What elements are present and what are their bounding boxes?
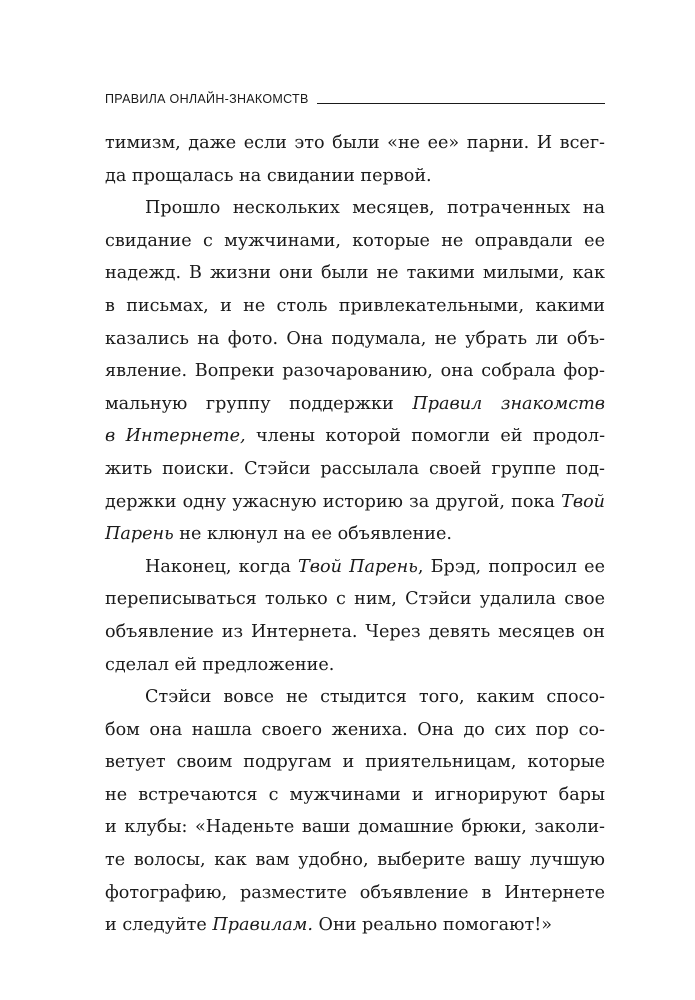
text-run: явление. Вопреки разочарованию, она собрала фор-	[105, 361, 605, 382]
running-header	[105, 92, 605, 106]
text-line	[105, 844, 605, 877]
text-line	[105, 127, 605, 160]
text-run: Стэйси вовсе не стыдится того, каким спосо-	[145, 687, 605, 708]
text-run: жить поиски. Стэйси рассылала своей группе под-	[105, 458, 605, 479]
text-line	[105, 746, 605, 779]
text-run: да прощалась на свидании первой.	[105, 165, 432, 186]
header-title: ПРАВИЛА ОНЛАЙН-ЗНАКОМСТВ	[105, 92, 309, 106]
text-line	[105, 779, 605, 812]
text-run: не клюнул на ее объявление.	[173, 524, 453, 545]
text-run: члены которой помогли ей продол-	[245, 426, 606, 447]
text-line	[105, 323, 605, 356]
text-line	[105, 616, 605, 649]
text-run: держки одну ужасную историю за другой, пока	[105, 491, 562, 512]
text-run: не встречаются с мужчинами и игнорируют бары	[105, 784, 605, 805]
text-run: Прошло нескольких месяцев, потраченных на	[145, 198, 605, 219]
italic-text: Твой	[561, 491, 605, 512]
text-run: в письмах, и не столь привлекательными, какими	[105, 295, 605, 316]
text-run: свидание с мужчинами, которые не оправдали ее	[105, 230, 605, 251]
text-run: , Брэд, попросил ее	[417, 556, 606, 577]
text-run: Наконец, когда	[145, 556, 299, 577]
text-line	[105, 583, 605, 616]
page-text	[105, 127, 605, 942]
text-run: те волосы, как вам удобно, выберите вашу лучшую	[105, 850, 605, 871]
text-line	[105, 811, 605, 844]
italic-text: в Интернете,	[105, 426, 246, 447]
text-run: мальную группу поддержки	[105, 393, 413, 414]
text-line	[105, 551, 605, 584]
text-run: ветует своим подругам и приятельницам, которые	[105, 752, 605, 773]
italic-text: Правил знакомств	[412, 393, 605, 414]
text-run: Они реально помогают!»	[312, 915, 553, 936]
text-line	[105, 160, 605, 193]
text-run: надежд. В жизни они были не такими милыми, как	[105, 263, 605, 284]
text-line	[105, 355, 605, 388]
text-run: переписываться только с ним, Стэйси удалила свое	[105, 589, 605, 610]
text-line	[105, 649, 605, 682]
text-line	[105, 681, 605, 714]
text-line	[105, 225, 605, 258]
text-line	[105, 388, 605, 421]
paragraph	[105, 127, 605, 192]
paragraph	[105, 681, 605, 942]
text-run: тимизм, даже если это были «не ее» парни. И всег-	[105, 133, 605, 153]
text-line	[105, 909, 605, 942]
text-run: и следуйте	[105, 915, 213, 936]
text-run: казались на фото. Она подумала, не убрать ли объ-	[105, 328, 605, 349]
text-line	[105, 257, 605, 290]
header-rule	[317, 103, 605, 104]
italic-text: Парень	[105, 524, 174, 545]
text-run: объявление из Интернета. Через девять месяцев он	[105, 621, 605, 642]
text-line	[105, 192, 605, 225]
text-line	[105, 518, 605, 551]
text-line	[105, 486, 605, 519]
text-line	[105, 420, 605, 453]
italic-text: Твой Парень	[298, 556, 418, 577]
italic-text: Правилам.	[212, 915, 313, 936]
text-run: и клубы: «Наденьте ваши домашние брюки, заколи-	[105, 817, 605, 838]
text-line	[105, 290, 605, 323]
paragraph	[105, 192, 605, 551]
text-run: бом она нашла своего жениха. Она до сих пор со-	[105, 719, 605, 740]
text-line	[105, 714, 605, 747]
text-line	[105, 877, 605, 910]
text-run: фотографию, разместите объявление в Интернете	[105, 882, 605, 903]
paragraph	[105, 551, 605, 681]
text-line	[105, 453, 605, 486]
text-run: сделал ей предложение.	[105, 654, 335, 675]
